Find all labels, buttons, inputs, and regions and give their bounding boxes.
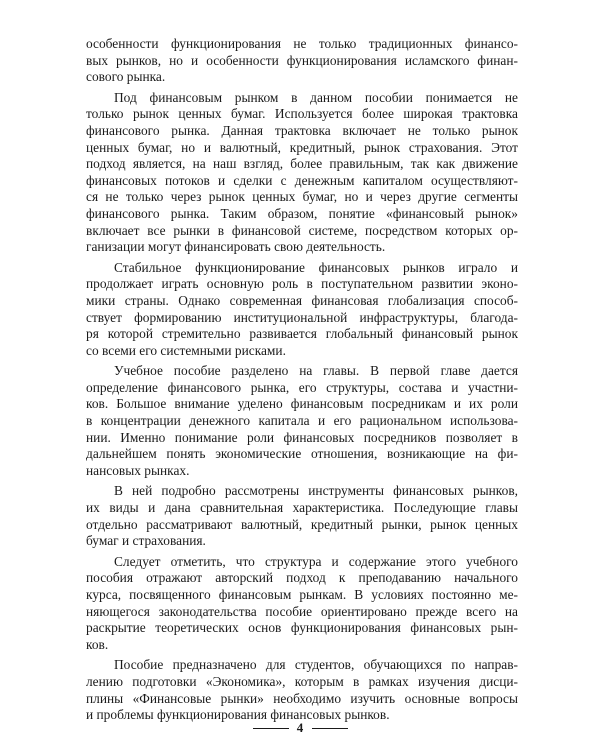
- text-line: нии. Именно понимание роли финансовых посредников позволяет в: [86, 429, 518, 445]
- text-line: определение финансового рынка, его структуры, состава и участни-: [86, 379, 518, 395]
- text-line: Следует отметить, что структура и содержание этого учебного: [114, 553, 518, 569]
- text-line: включает все рынки в финансовой системе, посредством которых ор-: [86, 222, 518, 238]
- text-line: вых рынков, но и особенности функционирования исламского финан-: [86, 52, 518, 68]
- text-line: ря которой стремительно развивается глобальный финансовый рынок: [86, 326, 518, 342]
- text-line: ствует формированию институциональной инфраструктуры, благода-: [86, 309, 518, 325]
- text-line: ся не только через рынок ценных бумаг, но и через другие сегменты: [86, 189, 518, 205]
- paragraph: [86, 657, 518, 723]
- text-line: подход является, на наш взгляд, более правильным, так как движение: [86, 156, 518, 172]
- text-line: дальнейшем понять экономические отношения, возникающие на фи-: [86, 446, 518, 462]
- text-line: лению подготовки «Экономика», которым в рамках изучения дисци-: [86, 673, 518, 689]
- text-line: продолжает играть основную роль в поступательном развитии эконо-: [86, 276, 518, 292]
- page-body: [86, 36, 518, 726]
- footer-left-rule: [253, 728, 289, 729]
- paragraph: [86, 90, 518, 256]
- paragraph: [86, 483, 518, 549]
- text-line: финансового рынка. Данная трактовка включает не только рынок: [86, 122, 518, 138]
- footer-right-rule: [312, 728, 348, 729]
- text-line: ков. Большое внимание уделено финансовым посредникам и их роли: [86, 396, 518, 412]
- text-line: В ней подробно рассмотрены инструменты финансовых рынков,: [114, 483, 518, 499]
- text-line: отдельно рассматривают валютный, кредитный рынки, рынок ценных: [86, 516, 518, 532]
- paragraph: [86, 260, 518, 360]
- text-line: курса, посвященного финансовым рынкам. В условиях постоянно ме-: [86, 587, 518, 602]
- text-line: плины «Финансовые рынки» необходимо изучить основные вопросы: [86, 690, 518, 706]
- page-number: 4: [296, 720, 304, 736]
- text-line: няющегося законодательства пособие ориентировано прежде всего на: [86, 603, 518, 619]
- text-line: сового рынка.: [86, 69, 166, 85]
- text-line: и проблемы функционирования финансовых рынков.: [86, 707, 390, 723]
- text-line: Учебное пособие разделено на главы. В первой главе дается: [114, 363, 518, 379]
- text-line: ков.: [86, 636, 109, 652]
- paragraph: [86, 36, 518, 86]
- text-line: Пособие предназначено для студентов, обучающихся по направ-: [114, 657, 518, 673]
- text-line: их виды и дана сравнительная характеристика. Последующие главы: [86, 500, 518, 516]
- text-line: в концентрации денежного капитала и его рациональном использова-: [86, 413, 518, 429]
- text-line: только рынок ценных бумаг. Используется более широкая трактовка: [86, 106, 518, 122]
- text-line: финансового рынка. Таким образом, понятие «финансовый рынок»: [86, 205, 518, 221]
- paragraph: [86, 363, 518, 479]
- text-line: Под финансовым рынком в данном пособии понимается не: [114, 89, 518, 105]
- page-footer: [0, 719, 600, 736]
- text-line: особенности функционирования не только традиционных финансо-: [86, 36, 518, 51]
- text-line: финансовых потоков и сделки с денежным капиталом осуществляют-: [86, 172, 518, 188]
- text-line: ганизации могут финансировать свою деятельность.: [86, 239, 386, 255]
- text-line: нансовых рынках.: [86, 462, 190, 478]
- text-line: пособия отражают авторский подход к преподаванию начального: [86, 570, 518, 586]
- text-line: бумаг и страхования.: [86, 533, 206, 549]
- text-line: ценных бумаг, но и валютный, кредитный, рынок страхования. Этот: [86, 139, 518, 155]
- text-line: со всеми его системными рисками.: [86, 342, 286, 358]
- text-line: раскрытие теоретических основ функционирования финансовых рын-: [86, 620, 518, 636]
- text-line: мики страны. Однако современная финансовая глобализация способ-: [86, 292, 518, 308]
- paragraph: [86, 554, 518, 654]
- text-line: Стабильное функционирование финансовых рынков играло и: [114, 259, 518, 275]
